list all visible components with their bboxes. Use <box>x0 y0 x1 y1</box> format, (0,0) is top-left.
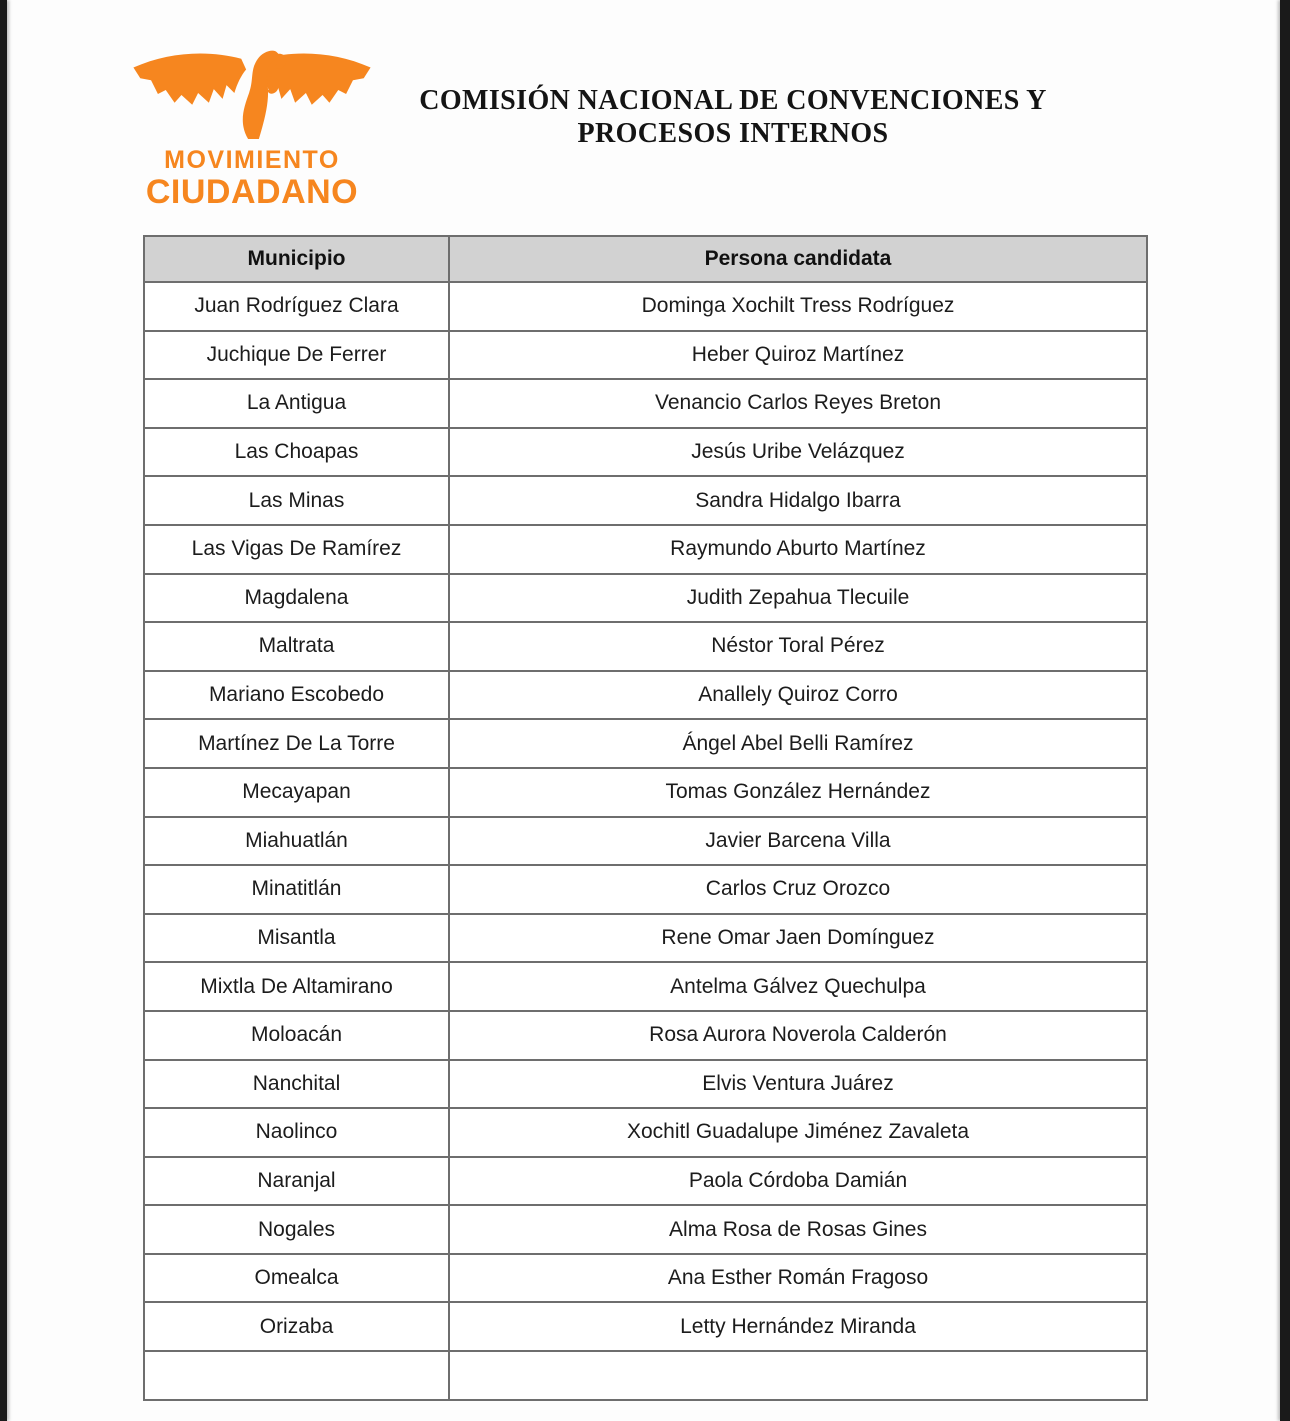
municipio-cell: Misantla <box>144 914 449 963</box>
candidata-cell: Jesús Uribe Velázquez <box>449 428 1147 477</box>
candidata-cell: Xochitl Guadalupe Jiménez Zavaleta <box>449 1108 1147 1157</box>
candidata-cell: Sandra Hidalgo Ibarra <box>449 476 1147 525</box>
candidata-cell: Javier Barcena Villa <box>449 817 1147 866</box>
table-row <box>144 1254 1147 1303</box>
candidata-cell: Anallely Quiroz Corro <box>449 671 1147 720</box>
candidata-cell: Judith Zepahua Tlecuile <box>449 574 1147 623</box>
logo-text-ciudadano: CIUDADANO <box>145 173 359 211</box>
municipio-cell <box>144 1351 449 1400</box>
table-row-partial <box>144 1351 1147 1400</box>
table-row <box>144 282 1147 331</box>
municipio-cell: Naranjal <box>144 1157 449 1206</box>
municipio-cell: Nanchital <box>144 1060 449 1109</box>
table-row <box>144 865 1147 914</box>
candidata-cell: Néstor Toral Pérez <box>449 622 1147 671</box>
candidata-cell: Tomas González Hernández <box>449 768 1147 817</box>
candidata-cell: Antelma Gálvez Quechulpa <box>449 962 1147 1011</box>
candidata-cell: Paola Córdoba Damián <box>449 1157 1147 1206</box>
municipio-cell: Mariano Escobedo <box>144 671 449 720</box>
table-row <box>144 719 1147 768</box>
municipio-cell: Las Minas <box>144 476 449 525</box>
left-scan-edge-bar <box>0 0 7 1421</box>
municipio-cell: Orizaba <box>144 1302 449 1351</box>
table-row <box>144 817 1147 866</box>
municipio-cell: Miahuatlán <box>144 817 449 866</box>
table-header-row <box>144 236 1147 282</box>
candidata-cell: Rene Omar Jaen Domínguez <box>449 914 1147 963</box>
municipio-cell: La Antigua <box>144 379 449 428</box>
municipio-cell: Omealca <box>144 1254 449 1303</box>
table-row <box>144 331 1147 380</box>
candidata-cell: Dominga Xochilt Tress Rodríguez <box>449 282 1147 331</box>
table-row <box>144 1302 1147 1351</box>
table-row <box>144 428 1147 477</box>
table-body <box>144 282 1147 1400</box>
municipio-cell: Las Choapas <box>144 428 449 477</box>
candidata-cell: Ana Esther Román Fragoso <box>449 1254 1147 1303</box>
table-row <box>144 962 1147 1011</box>
candidata-cell: Raymundo Aburto Martínez <box>449 525 1147 574</box>
table-row <box>144 914 1147 963</box>
municipio-cell: Magdalena <box>144 574 449 623</box>
logo-text-movimiento: MOVIMIENTO <box>164 146 340 174</box>
municipio-cell: Juan Rodríguez Clara <box>144 282 449 331</box>
movimiento-ciudadano-logo <box>128 44 376 209</box>
municipio-cell: Martínez De La Torre <box>144 719 449 768</box>
table-row <box>144 379 1147 428</box>
table-row <box>144 671 1147 720</box>
municipio-cell: Moloacán <box>144 1011 449 1060</box>
table-row <box>144 768 1147 817</box>
candidata-cell: Carlos Cruz Orozco <box>449 865 1147 914</box>
candidata-cell: Alma Rosa de Rosas Gines <box>449 1205 1147 1254</box>
document-title-line2: PROCESOS INTERNOS <box>577 118 889 149</box>
municipio-cell: Mixtla De Altamirano <box>144 962 449 1011</box>
candidata-cell: Venancio Carlos Reyes Breton <box>449 379 1147 428</box>
municipio-cell: Minatitlán <box>144 865 449 914</box>
document-title-line1: COMISIÓN NACIONAL DE CONVENCIONES Y <box>419 85 1047 116</box>
document-title <box>372 84 1094 150</box>
candidata-cell: Heber Quiroz Martínez <box>449 331 1147 380</box>
candidata-cell: Ángel Abel Belli Ramírez <box>449 719 1147 768</box>
candidata-cell: Elvis Ventura Juárez <box>449 1060 1147 1109</box>
municipio-cell: Juchique De Ferrer <box>144 331 449 380</box>
municipio-cell: Mecayapan <box>144 768 449 817</box>
table-row <box>144 1011 1147 1060</box>
municipio-cell: Maltrata <box>144 622 449 671</box>
header-persona-candidata: Persona candidata <box>449 236 1147 282</box>
table-row <box>144 1157 1147 1206</box>
table-row <box>144 574 1147 623</box>
header-municipio: Municipio <box>144 236 449 282</box>
candidata-cell: Letty Hernández Miranda <box>449 1302 1147 1351</box>
eagle-icon <box>129 44 375 142</box>
table-row <box>144 1205 1147 1254</box>
municipio-cell: Las Vigas De Ramírez <box>144 525 449 574</box>
table-row <box>144 476 1147 525</box>
municipio-cell: Nogales <box>144 1205 449 1254</box>
candidata-cell <box>449 1351 1147 1400</box>
candidata-cell: Rosa Aurora Noverola Calderón <box>449 1011 1147 1060</box>
table-row <box>144 1108 1147 1157</box>
municipio-cell: Naolinco <box>144 1108 449 1157</box>
table-row <box>144 525 1147 574</box>
table-row <box>144 1060 1147 1109</box>
table-row <box>144 622 1147 671</box>
right-scan-edge-bar <box>1280 0 1290 1421</box>
candidates-table <box>143 235 1148 1401</box>
